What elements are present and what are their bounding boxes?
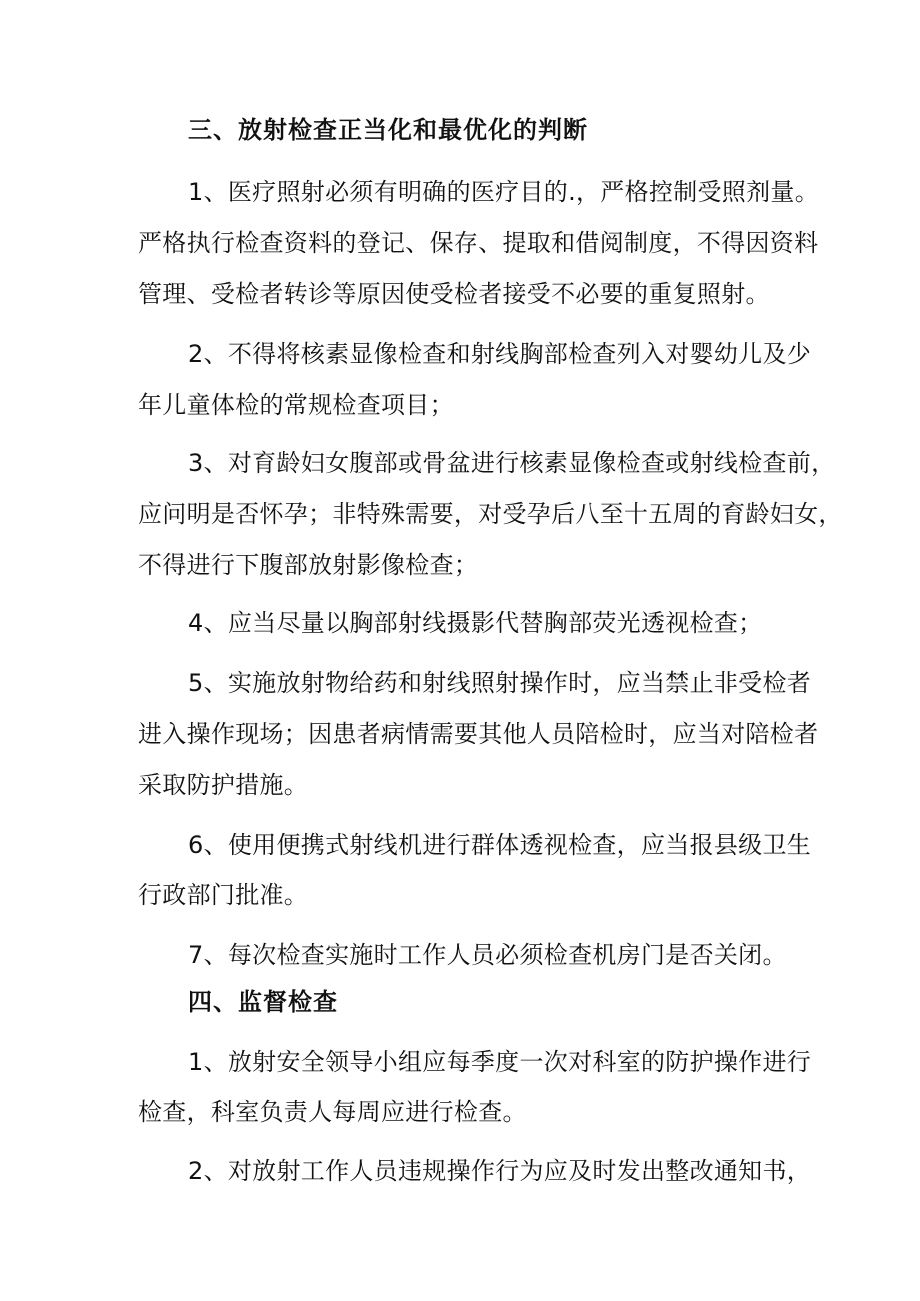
paragraph-line: 严格执行检查资料的登记、保存、提取和借阅制度，不得因资料 bbox=[138, 229, 819, 257]
paragraph-line: 行政部门批准。 bbox=[138, 881, 309, 909]
paragraph-line: 检查，科室负责人每周应进行检查。 bbox=[138, 1098, 527, 1126]
paragraph-line: 7、每次检查实施时工作人员必须检查机房门是否关闭。 bbox=[188, 941, 787, 969]
paragraph-line: 5、实施放射物给药和射线照射操作时，应当禁止非受检者 bbox=[188, 669, 812, 697]
paragraph-line: 管理、受检者转诊等原因使受检者接受不必要的重复照射。 bbox=[138, 280, 770, 308]
paragraph-line: 4、应当尽量以胸部射线摄影代替胸部荧光透视检查； bbox=[188, 609, 763, 637]
paragraph-line: 采取防护措施。 bbox=[138, 771, 309, 799]
paragraph-line: 3、对育龄妇女腹部或骨盆进行核素显像检查或射线检查前， bbox=[188, 449, 836, 477]
paragraph-line: 1、放射安全领导小组应每季度一次对科室的防护操作进行 bbox=[188, 1048, 812, 1076]
paragraph-line: 2、不得将核素显像检查和射线胸部检查列入对婴幼儿及少 bbox=[188, 340, 812, 368]
paragraph-line: 进入操作现场；因患者病情需要其他人员陪检时，应当对陪检者 bbox=[138, 720, 819, 748]
paragraph-line: 1、医疗照射必须有明确的医疗目的.，严格控制受照剂量。 bbox=[188, 178, 819, 206]
paragraph-line: 6、使用便携式射线机进行群体透视检查，应当报县级卫生 bbox=[188, 831, 812, 859]
section-heading: 四、监督检查 bbox=[188, 988, 338, 1016]
paragraph-line: 2、对放射工作人员违规操作行为应及时发出整改通知书， bbox=[188, 1157, 812, 1185]
paragraph-line: 不得进行下腹部放射影像检查； bbox=[138, 551, 479, 579]
section-heading: 三、放射检查正当化和最优化的判断 bbox=[188, 116, 588, 144]
paragraph-line: 应问明是否怀孕；非特殊需要，对受孕后八至十五周的育龄妇女， bbox=[138, 500, 843, 528]
paragraph-line: 年儿童体检的常规检查项目； bbox=[138, 391, 454, 419]
